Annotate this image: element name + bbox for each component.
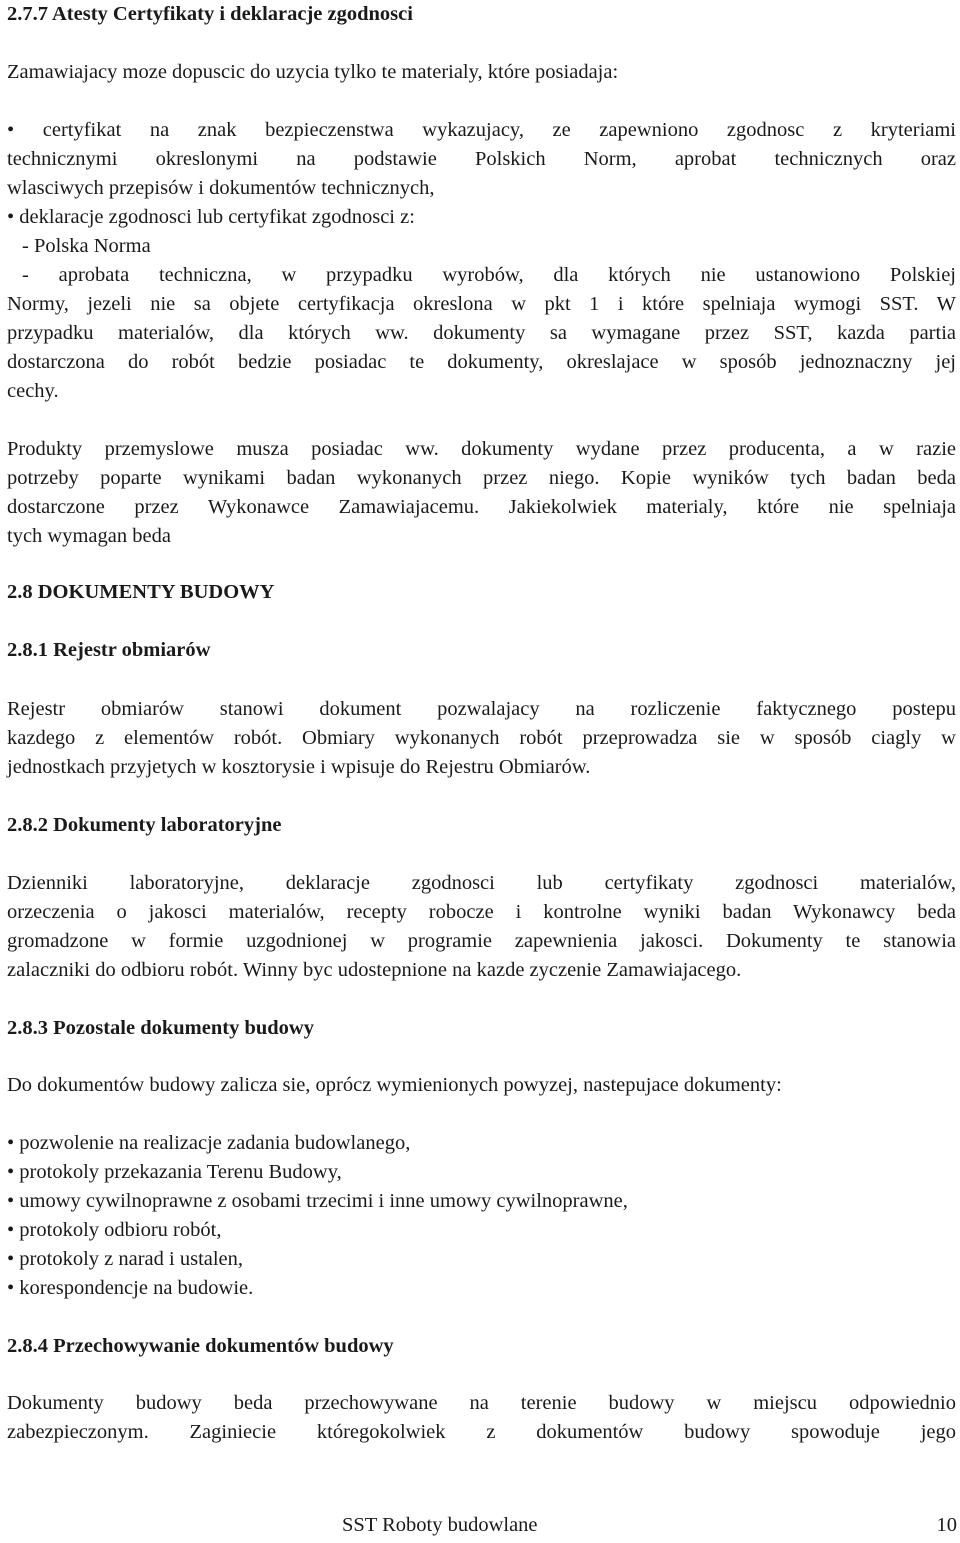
paragraph-line: kazdego z elementów robót. Obmiary wykonanych robót przeprowadza sie w sposób ciagly w	[7, 727, 956, 749]
bullet-line: technicznymi okreslonymi na podstawie Polskich Norm, aprobat technicznych oraz	[7, 148, 956, 170]
paragraph-line: jednostkach przyjetych w kosztorysie i wpisuje do Rejestru Obmiarów.	[7, 756, 591, 778]
paragraph-line: przypadku materialów, dla których ww. dokumenty sa wymagane przez SST, kazda partia	[7, 322, 956, 344]
paragraph-line: dostarczone przez Wykonawce Zamawiajacemu. Jakiekolwiek materialy, które nie spelniaja	[7, 496, 956, 518]
section-intro: Do dokumentów budowy zalicza sie, oprócz wymienionych powyzej, nastepujace dokumenty:	[7, 1074, 782, 1096]
list-item: • umowy cywilnoprawne z osobami trzecimi i inne umowy cywilnoprawne,	[7, 1190, 628, 1212]
bullet-line: • certyfikat na znak bezpieczenstwa wykazujacy, ze zapewniono zgodnosc z kryteriami	[7, 119, 956, 141]
paragraph-line: potrzeby poparte wynikami badan wykonanych przez niego. Kopie wyników tych badan beda	[7, 467, 956, 489]
list-item: • pozwolenie na realizacje zadania budowlanego,	[7, 1132, 411, 1154]
section-heading-2-8-3: 2.8.3 Pozostale dokumenty budowy	[7, 1017, 314, 1039]
bullet-line: • deklaracje zgodnosci lub certyfikat zgodnosci z:	[7, 206, 415, 228]
section-heading-2-8: 2.8 DOKUMENTY BUDOWY	[7, 581, 275, 603]
section-heading-2-8-2: 2.8.2 Dokumenty laboratoryjne	[7, 814, 282, 836]
page-number: 10	[936, 1514, 957, 1536]
paragraph-line: dostarczona do robót bedzie posiadac te dokumenty, okreslajace w sposób jednoznaczny jej	[7, 351, 956, 373]
paragraph-line: orzeczenia o jakosci materialów, recepty robocze i kontrolne wyniki badan Wykonawcy beda	[7, 901, 956, 923]
page-footer	[342, 1513, 957, 1537]
section-heading-2-7-7: 2.7.7 Atesty Certyfikaty i deklaracje zgodnosci	[7, 3, 413, 25]
list-item: • korespondencje na budowie.	[7, 1277, 254, 1299]
section-heading-2-8-4: 2.8.4 Przechowywanie dokumentów budowy	[7, 1335, 394, 1357]
list-item: • protokoly odbioru robót,	[7, 1219, 222, 1241]
paragraph-line: Dzienniki laboratoryjne, deklaracje zgodnosci lub certyfikaty zgodnosci materialów,	[7, 872, 956, 894]
sub-item: - Polska Norma	[22, 235, 151, 257]
list-item: • protokoly z narad i ustalen,	[7, 1248, 244, 1270]
section-intro: Zamawiajacy moze dopuscic do uzycia tylko te materialy, które posiadaja:	[7, 61, 619, 83]
list-item: • protokoly przekazania Terenu Budowy,	[7, 1161, 342, 1183]
section-heading-2-8-1: 2.8.1 Rejestr obmiarów	[7, 639, 211, 661]
paragraph-line: Normy, jezeli nie sa objete certyfikacja okreslona w pkt 1 i które spelniaja wymogi SST. W	[7, 293, 956, 315]
sub-item: - aprobata techniczna, w przypadku wyrobów, dla których nie ustanowiono Polskiej	[22, 264, 956, 286]
bullet-line: wlasciwych przepisów i dokumentów technicznych,	[7, 177, 435, 199]
footer-title: SST Roboty budowlane	[342, 1514, 538, 1536]
paragraph-line: Rejestr obmiarów stanowi dokument pozwalajacy na rozliczenie faktycznego postepu	[7, 698, 956, 720]
paragraph-line: Dokumenty budowy beda przechowywane na terenie budowy w miejscu odpowiednio	[7, 1392, 956, 1414]
paragraph-line: tych wymagan beda	[7, 525, 171, 547]
paragraph-line: zalaczniki do odbioru robót. Winny byc udostepnione na kazde zyczenie Zamawiajacego.	[7, 959, 742, 981]
paragraph-line: cechy.	[7, 380, 59, 402]
paragraph-line: gromadzone w formie uzgodnionej w programie zapewnienia jakosci. Dokumenty te stanowia	[7, 930, 956, 952]
paragraph-line: Produkty przemyslowe musza posiadac ww. dokumenty wydane przez producenta, a w razie	[7, 438, 956, 460]
paragraph-line: zabezpieczonym. Zaginiecie któregokolwiek z dokumentów budowy spowoduje jego	[7, 1421, 956, 1443]
